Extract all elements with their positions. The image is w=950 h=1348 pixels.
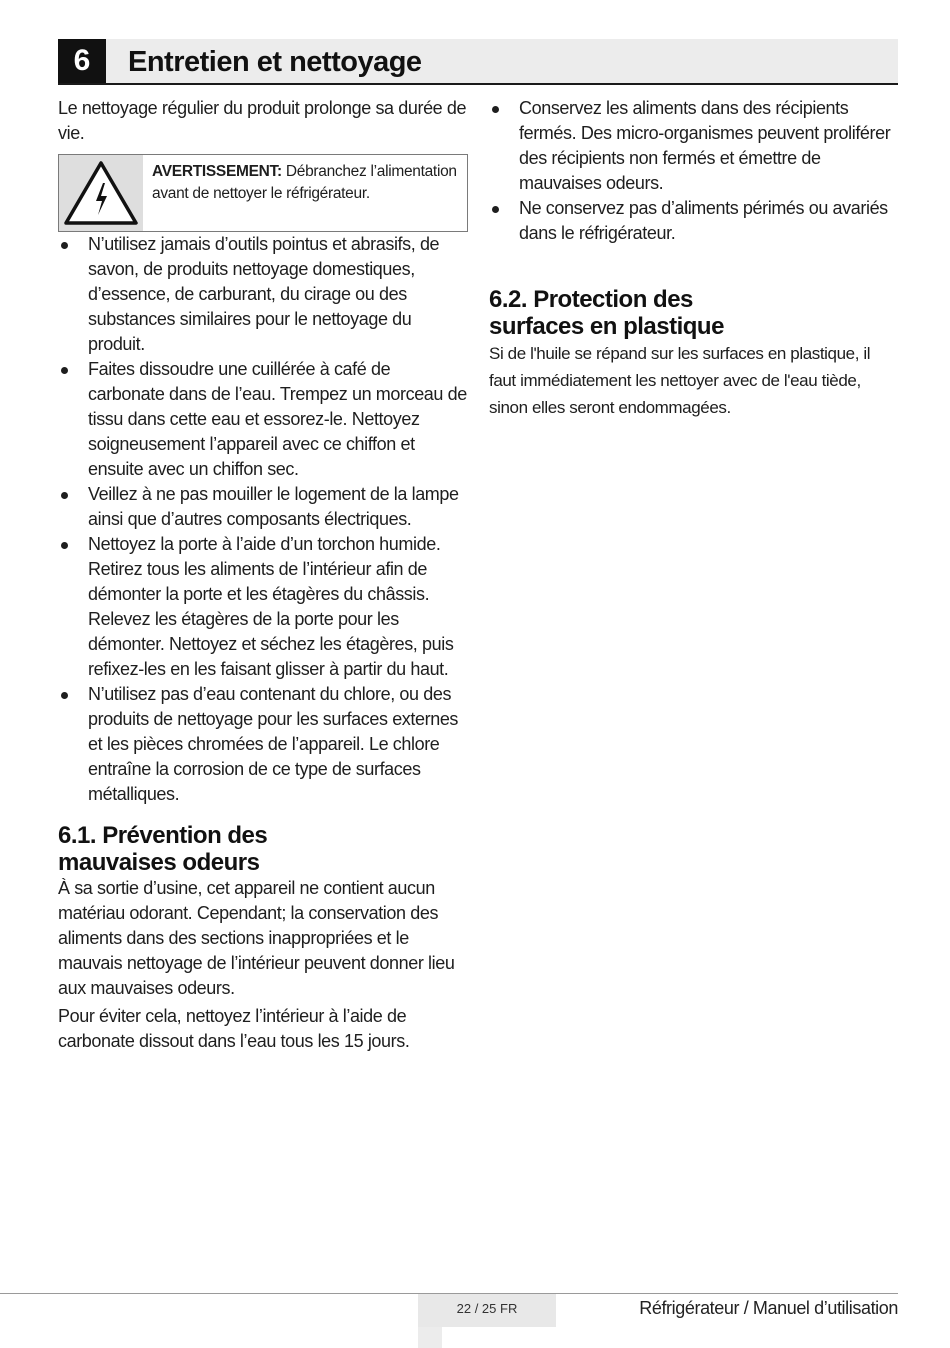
list-item: Nettoyez la porte à l’aide d’un torchon humide. Retirez tous les aliments de l’intérieur afin de démonter la porte et les étagères du châssis. Relevez les étagères de la porte pour les démonter. Nettoyez et séchez les étagères, puis refixez-les en les faisant glisser à partir du haut. bbox=[58, 532, 468, 682]
heading-line: surfaces en plastique bbox=[489, 313, 724, 340]
list-item: Ne conservez pas d’aliments périmés ou avariés dans le réfrigérateur. bbox=[489, 196, 899, 246]
page-number: 22 / 25 FR bbox=[418, 1294, 556, 1327]
chapter-number: 6 bbox=[58, 39, 106, 83]
intro-paragraph: Le nettoyage régulier du produit prolonge sa durée de vie. bbox=[58, 98, 467, 143]
chapter-header bbox=[58, 39, 898, 85]
list-item: Veillez à ne pas mouiller le logement de la lampe ainsi que d’autres composants électriques. bbox=[58, 482, 468, 532]
list-item: Faites dissoudre une cuillérée à café de carbonate dans de l’eau. Trempez un morceau de tissu dans cette eau et essorez-le. Nettoyez soigneusement l’appareil avec ce chiffon et ensuite avec un chiffon sec. bbox=[58, 357, 468, 482]
page-tab-decoration bbox=[418, 1327, 442, 1348]
warning-box bbox=[58, 154, 468, 232]
document-title: Réfrigérateur / Manuel d’utilisation bbox=[639, 1298, 898, 1318]
odor-paragraph-2: Pour éviter cela, nettoyez l’intérieur à l’aide de carbonate dissout dans l’eau tous les 15 jours. bbox=[58, 1006, 410, 1051]
warning-text bbox=[152, 161, 459, 205]
cleaning-instructions-list bbox=[58, 232, 468, 807]
heading-line: 6.1. Prévention des bbox=[58, 822, 268, 849]
electric-hazard-icon bbox=[63, 159, 139, 227]
list-item: Conservez les aliments dans des récipients fermés. Des micro-organismes peuvent proliférer des récipients non fermés et émettre de mauvaises odeurs. bbox=[489, 96, 899, 196]
food-storage-list bbox=[489, 96, 899, 246]
plastic-surfaces-paragraph: Si de l'huile se répand sur les surfaces en plastique, il faut immédiatement les nettoyer avec de l'eau tiède, sinon elles seront endommagées. bbox=[489, 344, 871, 417]
list-item: N’utilisez pas d’eau contenant du chlore, ou des produits de nettoyage pour les surfaces externes et les pièces chromées de l’appareil. Le chlore entraîne la corrosion de ce type de surfaces métalliques. bbox=[58, 682, 468, 807]
heading-line: 6.2. Protection des bbox=[489, 286, 693, 313]
heading-line: mauvaises odeurs bbox=[58, 849, 260, 876]
section-heading-6-2 bbox=[489, 286, 899, 340]
warning-icon-cell bbox=[59, 155, 143, 231]
right-column bbox=[489, 96, 899, 421]
left-column bbox=[58, 96, 468, 1054]
list-item: N’utilisez jamais d’outils pointus et abrasifs, de savon, de produits nettoyage domestiques, d’essence, de carburant, du cirage ou des substances similaires pour le nettoyage du produit. bbox=[58, 232, 468, 357]
odor-paragraph-1: À sa sortie d’usine, cet appareil ne contient aucun matériau odorant. Cependant; la conservation des aliments dans des sections inappropriées et le mauvais nettoyage de l’intérieur peuvent donner lieu aux mauvaises odeurs. bbox=[58, 878, 455, 998]
warning-label: AVERTISSEMENT: bbox=[152, 163, 282, 180]
warning-message: Débranchez l’alimentation avant de nettoyer le réfrigérateur. bbox=[152, 163, 457, 202]
section-heading-6-1 bbox=[58, 822, 468, 876]
chapter-title: Entretien et nettoyage bbox=[128, 46, 422, 78]
